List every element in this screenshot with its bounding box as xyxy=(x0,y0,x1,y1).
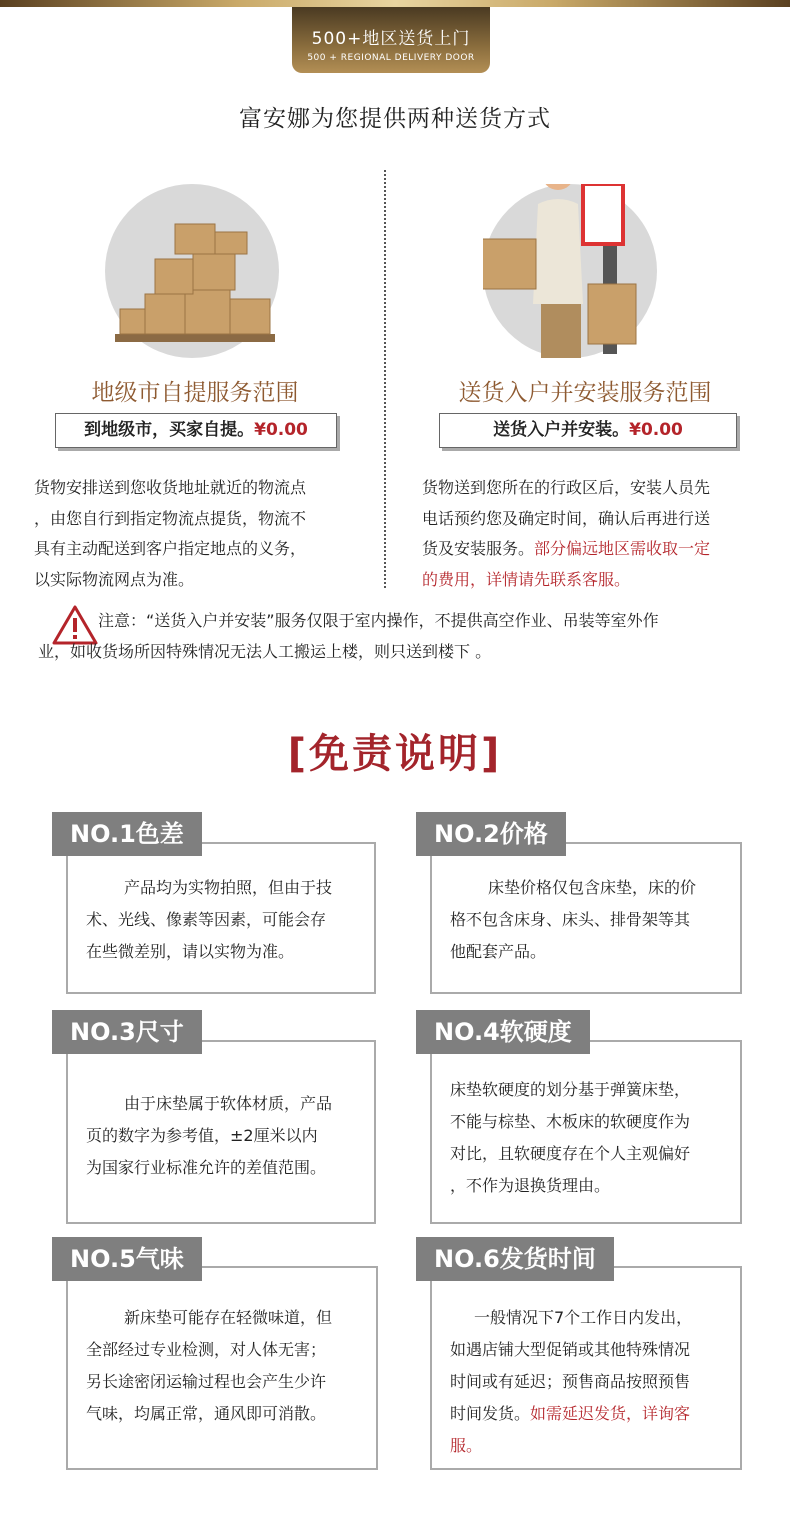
card-line: 不能与棕垫、木板床的软硬度作为 xyxy=(450,1112,691,1131)
card-line: 气味，均属正常，通风即可消散。 xyxy=(86,1404,327,1423)
card-line: ，不作为退换货理由。 xyxy=(450,1176,611,1195)
desc-highlight: 部分偏远地区需收取一定 xyxy=(534,539,711,558)
pickup-service-title: 地级市自提服务范围 xyxy=(91,380,299,406)
notice-line: 业，如收货场所因特殊情况无法人工搬运上楼，则只送到楼下 。 xyxy=(38,642,492,661)
desc-line: 电话预约您及确定时间，确认后再进行送 xyxy=(422,508,711,528)
card-highlight: 如需延迟发货，详询客 xyxy=(530,1404,691,1423)
card-line xyxy=(450,1398,740,1430)
desc-line: 具有主动配送到客户指定地点的义务， xyxy=(34,539,307,558)
install-price: ¥0.00 xyxy=(629,420,683,440)
card-odor xyxy=(66,1266,378,1470)
desc-line: 货物送到您所在的行政区后，安装人员先 xyxy=(422,478,711,497)
install-description xyxy=(422,473,762,595)
card-tag: NO.1色差 xyxy=(52,812,202,856)
card-line: 由于床垫属于软体材质，产品 xyxy=(124,1094,333,1113)
card-tag: NO.4软硬度 xyxy=(416,1010,590,1054)
card-line: 床垫软硬度的划分基于弹簧床垫， xyxy=(450,1080,691,1099)
desc-highlight-line: 的费用，详情请先联系客服。 xyxy=(422,569,631,589)
desc-line: ，由您自行到指定物流点提货，物流不 xyxy=(34,508,307,528)
desc-segment: 货及安装服务。 xyxy=(422,539,535,558)
card-line: 产品均为实物拍照，但由于技 xyxy=(124,878,333,897)
card-color-difference xyxy=(66,842,376,994)
desc-line: 以实际物流网点为准。 xyxy=(34,569,195,589)
card-line: 新床垫可能存在轻微味道，但 xyxy=(124,1308,333,1327)
card-line: 如遇店铺大型促销或其他特殊情况 xyxy=(450,1340,691,1359)
badge-subtitle: 500 + REGIONAL DELIVERY DOOR xyxy=(307,53,475,63)
delivery-badge xyxy=(292,7,490,73)
card-tag: NO.6发货时间 xyxy=(416,1237,614,1281)
install-price-box xyxy=(439,413,737,448)
card-line: 时间或有延迟；预售商品按照预售 xyxy=(450,1372,691,1391)
card-line: 一般情况下7个工作日内发出， xyxy=(474,1308,693,1327)
card-line: 另长途密闭运输过程也会产生少许 xyxy=(86,1372,327,1391)
card-firmness xyxy=(430,1040,742,1224)
disclaimer-heading: [免责说明] xyxy=(287,731,503,777)
notice-line: 注意：“送货入户并安装”服务仅限于室内操作，不提供高空作业、吊装等室外作 xyxy=(98,611,659,630)
notice-text xyxy=(38,605,758,667)
install-box-label: 送货入户并安装。 xyxy=(493,420,630,440)
install-service-title: 送货入户并安装服务范围 xyxy=(458,380,712,406)
card-shipping-time xyxy=(430,1266,742,1470)
pickup-description xyxy=(34,473,374,595)
card-price xyxy=(430,842,742,994)
card-size xyxy=(66,1040,376,1224)
card-segment: 时间发货。 xyxy=(450,1404,531,1423)
card-tag: NO.3尺寸 xyxy=(52,1010,202,1054)
card-line: 床垫价格仅包含床垫，床的价 xyxy=(488,878,697,897)
card-line: 页的数字为参考值，±2厘米以内 xyxy=(86,1126,318,1145)
delivery-man-image xyxy=(483,184,657,358)
card-line: 全部经过专业检测，对人体无害； xyxy=(86,1340,327,1359)
pickup-price: ¥0.00 xyxy=(254,420,308,440)
card-highlight-line: 服。 xyxy=(450,1436,483,1455)
card-line: 他配套产品。 xyxy=(450,942,547,961)
card-line: 格不包含床身、床头、排骨架等其 xyxy=(450,910,691,929)
desc-line xyxy=(422,534,762,565)
boxes-icon xyxy=(105,184,279,358)
main-title: 富安娜为您提供两种送货方式 xyxy=(239,106,551,132)
pickup-box-label: 到地级市，买家自提。 xyxy=(84,420,255,440)
boxes-image xyxy=(105,184,279,358)
card-line: 为国家行业标准允许的差值范围。 xyxy=(86,1158,327,1177)
card-tag: NO.5气味 xyxy=(52,1237,202,1281)
desc-line: 货物安排送到您收货地址就近的物流点 xyxy=(34,478,307,497)
card-line: 术、光线、像素等因素，可能会存 xyxy=(86,910,327,929)
card-line: 在些微差别，请以实物为准。 xyxy=(86,942,295,961)
badge-title: 500+地区送货上门 xyxy=(311,29,471,49)
top-gold-line xyxy=(0,0,790,7)
dotted-divider xyxy=(384,170,386,588)
delivery-man-icon xyxy=(483,184,657,358)
card-tag: NO.2价格 xyxy=(416,812,566,856)
card-line: 对比，且软硬度存在个人主观偏好 xyxy=(450,1144,691,1163)
pickup-price-box xyxy=(55,413,337,448)
